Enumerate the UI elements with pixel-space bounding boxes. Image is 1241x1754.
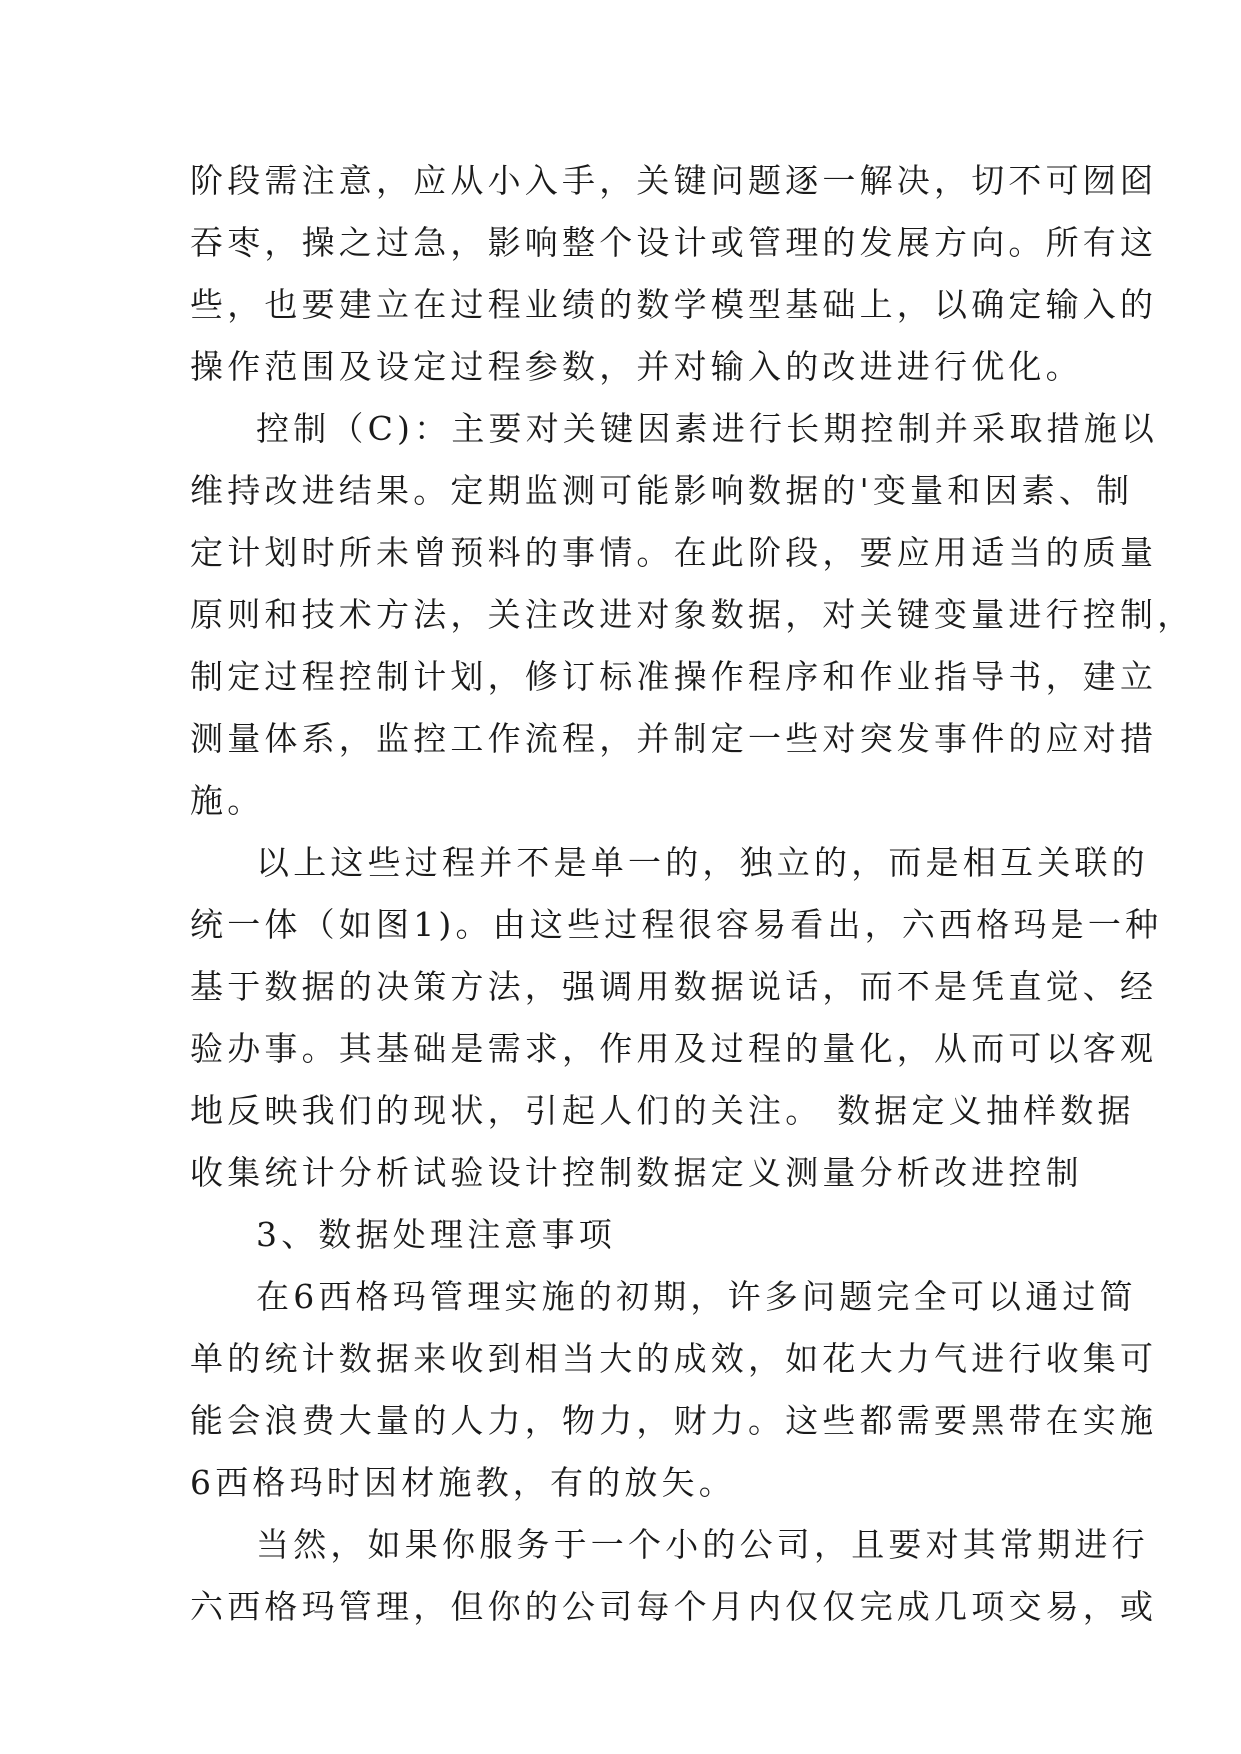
text-line: 单的统计数据来收到相当大的成效，如花大力气进行收集可	[190, 1339, 1158, 1378]
text-line: 统一体（如图1)。由这些过程很容易看出，六西格玛是一种	[190, 905, 1163, 944]
text-line: 能会浪费大量的人力，物力，财力。这些都需要黑带在实施	[190, 1401, 1158, 1440]
text-line: 在6西格玛管理实施的初期，许多问题完全可以通过简	[256, 1277, 1137, 1316]
text-line: 以上这些过程并不是单一的，独立的，而是相互关联的	[256, 843, 1149, 882]
text-line: 控制（C)：主要对关键因素进行长期控制并采取措施以	[256, 409, 1159, 448]
text-line: 收集统计分析试验设计控制数据定义测量分析改进控制	[190, 1153, 1083, 1192]
text-line: 测量体系，监控工作流程，并制定一些对突发事件的应对措	[190, 719, 1158, 758]
text-line: 验办事。其基础是需求，作用及过程的量化，从而可以客观	[190, 1029, 1158, 1068]
text-line: 施。	[190, 781, 265, 820]
text-line: 维持改进结果。定期监测可能影响数据的'变量和因素、制	[190, 471, 1134, 510]
text-line: 定计划时所未曾预料的事情。在此阶段，要应用适当的质量	[190, 533, 1158, 572]
text-line: 地反映我们的现状，引起人们的关注。 数据定义抽样数据	[190, 1091, 1135, 1130]
text-line: 阶段需注意，应从小入手，关键问题逐一解决，切不可囫囵	[190, 161, 1158, 200]
text-line: 原则和技术方法，关注改进对象数据，对关键变量进行控制，	[190, 595, 1195, 634]
section-heading: 3、数据处理注意事项	[256, 1215, 616, 1254]
text-line: 吞枣，操之过急，影响整个设计或管理的发展方向。所有这	[190, 223, 1158, 262]
text-line: 六西格玛管理，但你的公司每个月内仅仅完成几项交易，或	[190, 1587, 1158, 1626]
text-line: 操作范围及设定过程参数，并对输入的改进进行优化。	[190, 347, 1083, 386]
text-line: 基于数据的决策方法，强调用数据说话，而不是凭直觉、经	[190, 967, 1158, 1006]
text-line: 制定过程控制计划，修订标准操作程序和作业指导书，建立	[190, 657, 1158, 696]
text-line: 些，也要建立在过程业绩的数学模型基础上，以确定输入的	[190, 285, 1158, 324]
text-line: 当然，如果你服务于一个小的公司，且要对其常期进行	[256, 1525, 1149, 1564]
text-line: 6西格玛时因材施教，有的放矢。	[190, 1463, 736, 1502]
document-page	[190, 150, 1195, 1638]
